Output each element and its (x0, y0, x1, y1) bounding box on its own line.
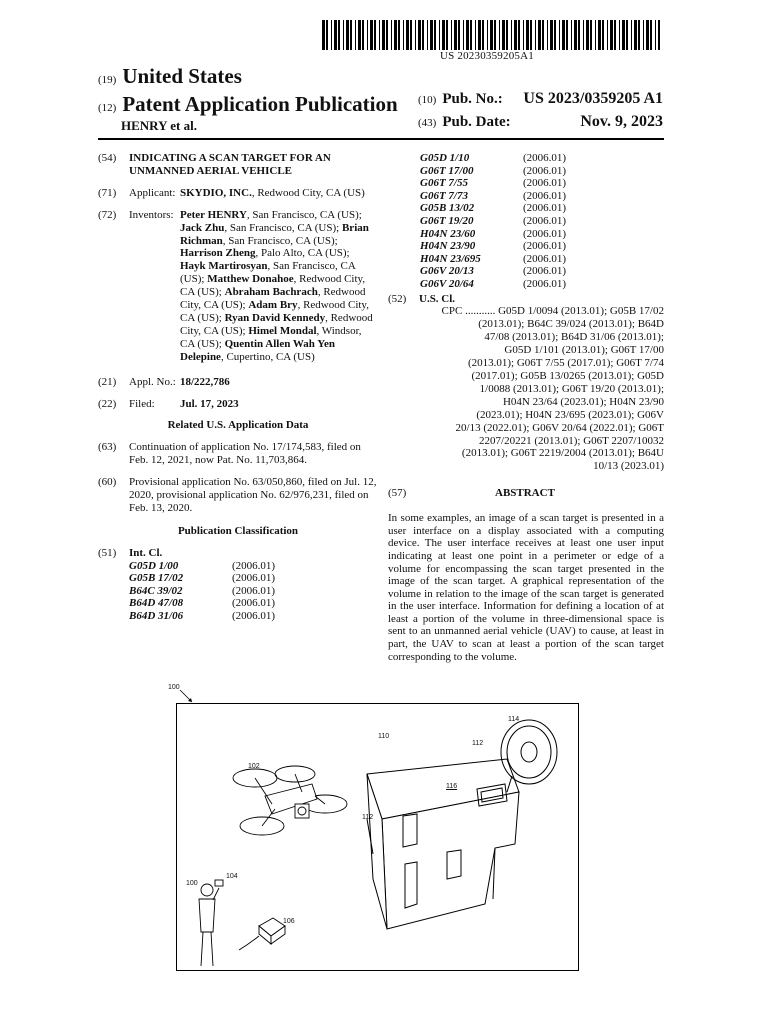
classification-row (129, 572, 275, 585)
inventor-location: , Windsor, CA (US); (180, 324, 362, 350)
cpc-line: G05D 1/101 (2013.01); G06T 17/00 (504, 344, 664, 357)
pubclass-heading: Publication Classification (177, 524, 299, 537)
person (199, 880, 223, 966)
inventors-label: Inventors: (129, 208, 174, 221)
appl-code: (21) (98, 375, 117, 388)
classification-code: G06T 7/55 (420, 177, 468, 190)
right-column (388, 152, 664, 663)
building (367, 759, 519, 929)
cpc-line: H04N 23/64 (2023.01); H04N 23/90 (502, 395, 664, 408)
barcode-number: US 20230359205A1 (440, 50, 534, 62)
classification-row (420, 240, 566, 253)
country: United States (122, 64, 242, 88)
inventor-location: , San Francisco, CA (US); (224, 221, 342, 234)
classification-row (420, 152, 566, 165)
fig-label-100-top: 100 (168, 684, 180, 691)
pubtype-row (98, 92, 418, 117)
inventor-line: HENRY et al. (121, 118, 197, 133)
pubno-row (418, 90, 663, 113)
uscl-field (388, 293, 664, 306)
classification-code: B64C 39/02 (129, 584, 183, 597)
classification-code: H04N 23/695 (420, 252, 481, 265)
pubdate-value: Nov. 9, 2023 (580, 113, 663, 130)
barcode (322, 20, 660, 50)
inventor-name: Quentin Allen Wah Yen Delepine (180, 337, 335, 363)
pubdate-code: (43) (418, 117, 437, 129)
pubdate-row (418, 113, 663, 136)
inventor-name: Adam Bry (248, 299, 298, 312)
fig-label-100: 100 (186, 880, 198, 887)
classification-row (129, 610, 275, 623)
classification-year: (2006.01) (232, 584, 276, 597)
classification-code: H04N 23/90 (420, 240, 476, 253)
applicant-name: SKYDIO, INC. (180, 186, 252, 199)
inventor-location: , Redwood City, CA (US); (180, 273, 366, 299)
classification-year: (2006.01) (523, 265, 567, 278)
classification-code: B64D 31/06 (129, 610, 184, 623)
classification-year: (2006.01) (232, 572, 276, 585)
cpc-line: CPC ........... G05D 1/0094 (2013.01); G05B 17/02 (441, 305, 664, 318)
applicant-label: Applicant: (129, 186, 176, 199)
classification-code: G05B 13/02 (420, 202, 475, 215)
classification-year: (2006.01) (523, 227, 567, 240)
abstract-text: In some examples, an image of a scan target is presented in a user interface on a display associated with a computing device. The user interface receives at least one user input indicating at least one point in a perimeter or edge of a volume for encompassing the scan target presented in the image of the scan target. A graphical representation of the volume in relation to the image of the scan target is generated in the user interface. Information for defining a location of at least a portion of the volume in three-dimensional space is sent to an unmanned aerial vehicle (UAV) to cause, at least in part, the UAV to scan at least a portion of the scan target corresponding to the volume. (388, 512, 664, 663)
continuation-text: Continuation of application No. 17/174,583, filed on Feb. 12, 2021, now Pat. No. 11,703,864. (129, 441, 361, 467)
header-left (98, 64, 418, 134)
fig-label-102: 102 (248, 763, 260, 770)
cpc-line: (2013.01); B64C 39/024 (2013.01); B64D (478, 318, 664, 331)
intcl-field (98, 547, 378, 623)
provisional-field (98, 476, 378, 515)
filed-field (98, 398, 378, 411)
inventor-name: Ryan David Kennedy (224, 311, 326, 324)
continuation-code: (63) (98, 441, 117, 454)
appl-label: Appl. No.: (129, 375, 176, 388)
applicant-code: (71) (98, 186, 117, 199)
classification-code: G05D 1/00 (129, 559, 179, 572)
related-heading: Related U.S. Application Data (167, 419, 309, 432)
country-row (98, 64, 418, 89)
inventor-location: , Redwood City, CA (US); (180, 311, 373, 337)
cpc-line: (2013.01); G06T 7/55 (2017.01); G06T 7/74 (467, 357, 664, 370)
pubtype-code: (12) (98, 102, 117, 114)
classification-row (420, 190, 566, 203)
title-field (98, 152, 378, 178)
classification-row (420, 278, 566, 291)
applicant-location: , Redwood City, CA (US) (251, 186, 365, 199)
provisional-text: Provisional application No. 63/050,860, filed on Jul. 12, 2020, provisional application No. 62/976,231, filed on Feb. 13, 2020. (129, 476, 377, 514)
classification-code: G05B 17/02 (129, 572, 184, 585)
inventor-name: Abraham Bachrach (224, 286, 318, 299)
classification-row (420, 265, 566, 278)
classification-year: (2006.01) (232, 610, 276, 623)
inventor-name: Brian Richman (180, 221, 369, 247)
inventor-name: Peter HENRY (180, 208, 247, 221)
filed-code: (22) (98, 397, 117, 410)
cpc-classification (388, 305, 664, 473)
inventor-location: , Palo Alto, CA (US); (255, 247, 350, 260)
classification-code: G06T 17/00 (420, 164, 474, 177)
title-code: (54) (98, 152, 117, 164)
inventor-location: , San Francisco, CA (US); (180, 260, 356, 286)
classification-year: (2006.01) (523, 240, 567, 253)
classification-code: G05D 1/10 (420, 152, 470, 164)
header-divider (98, 138, 664, 140)
inventor-name: Hayk Martirosyan (180, 260, 268, 273)
classification-year: (2006.01) (523, 252, 567, 265)
filed-label: Filed: (129, 397, 155, 410)
appl-number: 18/222,786 (180, 375, 230, 388)
fig-label-116: 116 (446, 783, 458, 790)
cpc-line: 47/08 (2013.01); B64D 31/06 (2013.01); (484, 331, 664, 344)
cpc-line: 20/13 (2022.01); G06V 20/64 (2022.01); G06T (455, 421, 664, 434)
inventor-name: Matthew Donahoe (207, 273, 294, 286)
inventor-location: , San Francisco, CA (US); (222, 234, 338, 247)
uscl-code: (52) (388, 292, 407, 305)
cpc-line: (2013.01); G06T 2219/2004 (2013.01); B64U (461, 447, 664, 460)
classification-code: G06V 20/13 (420, 265, 474, 278)
invention-title: INDICATING A SCAN TARGET FOR AN UNMANNED AERIAL VEHICLE (129, 152, 331, 177)
publication-type: Patent Application Publication (122, 92, 398, 116)
uscl-label: U.S. Cl. (419, 292, 456, 305)
inventor-name: Himel Mondal (248, 324, 317, 337)
pubno-label: Pub. No.: (442, 91, 503, 107)
applicant-field (98, 187, 378, 200)
classification-row (129, 560, 275, 573)
country-code: (19) (98, 74, 117, 86)
provisional-code: (60) (98, 476, 117, 489)
pubno-code: (10) (418, 94, 437, 106)
appl-field (98, 376, 378, 389)
classification-year: (2006.01) (232, 597, 276, 610)
pubdate-label: Pub. Date: (442, 114, 511, 130)
fig-label-112-top: 112 (472, 740, 484, 747)
classification-row (129, 585, 275, 598)
classification-year: (2006.01) (523, 189, 567, 202)
classification-row (420, 202, 566, 215)
classification-year: (2006.01) (523, 202, 567, 215)
drawing-figure (176, 703, 579, 971)
header-right (418, 90, 663, 136)
pubno-value: US 2023/0359205 A1 (523, 90, 663, 107)
abstract-title: ABSTRACT (495, 487, 555, 500)
filed-date: Jul. 17, 2023 (180, 397, 239, 410)
inventors-code: (72) (98, 208, 117, 221)
cpc-line: (2023.01); H04N 23/695 (2023.01); G06V (476, 408, 664, 421)
inventor-location: , Cupertino, CA (US) (220, 350, 315, 363)
classification-code: H04N 23/60 (420, 227, 476, 240)
cpc-line: (2017.01); G05B 13/0265 (2013.01); G05D (471, 369, 664, 382)
cpc-line: 1/0088 (2013.01); G06T 19/20 (2013.01); (479, 382, 664, 395)
classification-year: (2006.01) (523, 177, 567, 190)
classification-year: (2006.01) (523, 152, 567, 164)
classification-year: (2006.01) (523, 164, 567, 177)
intcl-code: (51) (98, 546, 117, 559)
inventor-location: , Redwood City, CA (US); (180, 299, 369, 324)
dock-station (239, 918, 285, 950)
classification-row (420, 165, 566, 178)
abstract-code: (57) (388, 487, 407, 500)
cpc-line: 10/13 (2023.01) (593, 460, 664, 473)
classification-code: G06T 19/20 (420, 214, 474, 227)
inventor-name: Harrison Zheng (180, 247, 256, 260)
abstract-heading (388, 487, 664, 500)
fig-label-106: 106 (283, 918, 295, 925)
classification-year: (2006.01) (232, 559, 276, 572)
classification-row (420, 215, 566, 228)
cpc-line: 2207/20221 (2013.01); G06T 2207/10032 (479, 434, 664, 447)
classification-year: (2006.01) (523, 214, 567, 227)
inventors-field (98, 209, 378, 364)
intcl-label: Int. Cl. (129, 546, 163, 559)
classification-row (420, 177, 566, 190)
classification-row (129, 597, 275, 610)
fig-label-112-side: 112 (362, 814, 374, 821)
classification-year: (2006.01) (523, 277, 567, 290)
fig-label-104: 104 (226, 873, 238, 880)
inventor-location: , Redwood City, CA (US); (180, 286, 366, 312)
intcl-table (129, 560, 275, 623)
classification-row (420, 253, 566, 266)
continuation-field (98, 441, 378, 467)
fig-label-110: 110 (378, 733, 390, 740)
classification-code: B64D 47/08 (129, 597, 184, 610)
inventor-location: , San Francisco, CA (US); (246, 208, 362, 221)
fig-label-114: 114 (508, 716, 520, 723)
inventor-name: Jack Zhu (180, 221, 225, 234)
left-column (98, 152, 378, 632)
inventors-list (180, 209, 378, 364)
drone (233, 766, 347, 835)
intcl-continued-table (420, 152, 566, 291)
figure-illustration (177, 704, 580, 972)
classification-row (420, 228, 566, 241)
classification-code: G06T 7/73 (420, 189, 468, 202)
classification-code: G06V 20/64 (420, 277, 474, 290)
